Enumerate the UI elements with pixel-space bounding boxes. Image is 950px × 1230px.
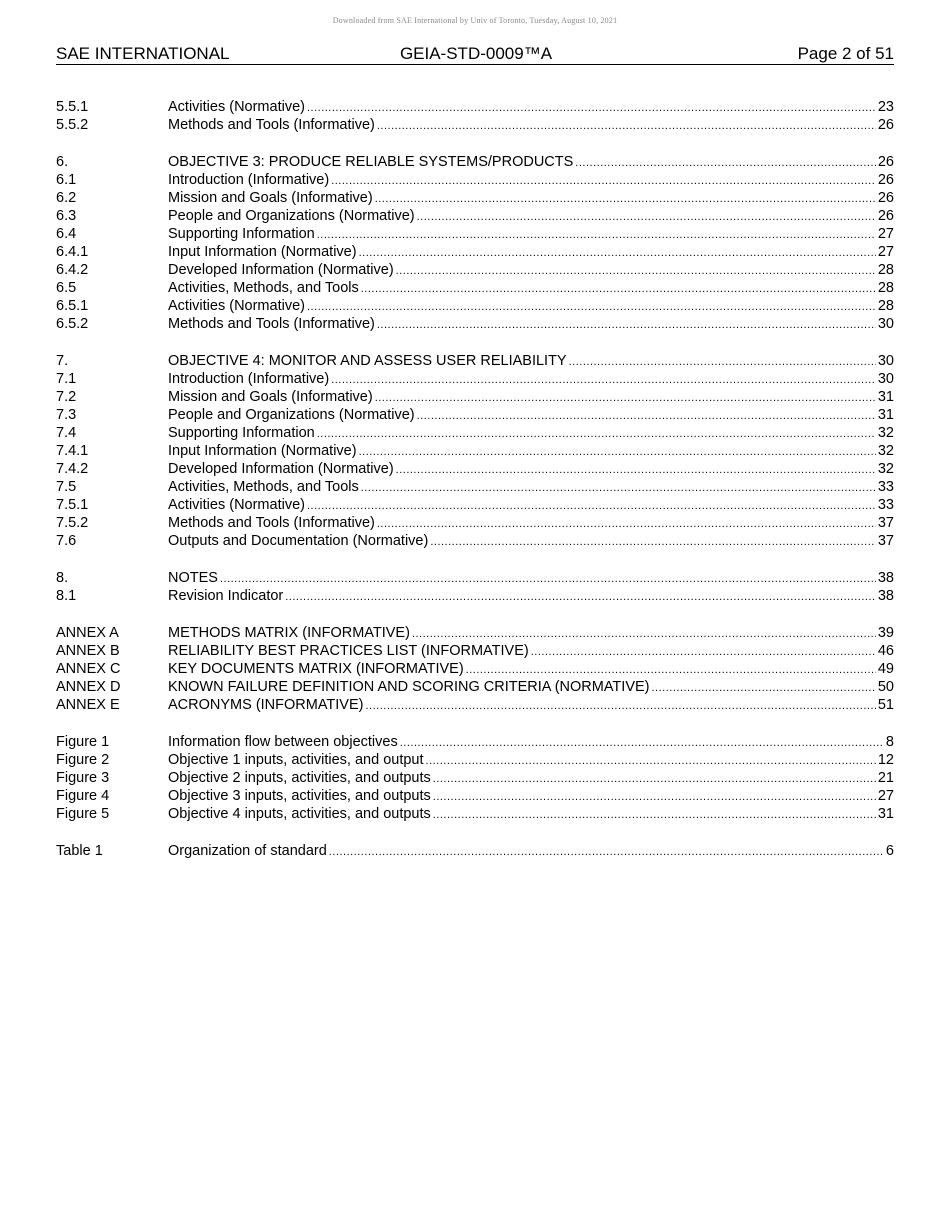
toc-group xyxy=(56,352,894,550)
toc-entry-title[interactable]: OBJECTIVE 3: PRODUCE RELIABLE SYSTEMS/PRODUCTS xyxy=(168,154,574,170)
toc-entry-page[interactable]: 32 xyxy=(877,461,894,477)
toc-entry-number: 8.1 xyxy=(56,588,77,604)
toc-entry-number: 6.4.2 xyxy=(56,262,89,278)
toc-entry[interactable] xyxy=(56,587,894,605)
toc-dot-leader xyxy=(329,843,884,861)
toc-entry-number: 6.4 xyxy=(56,226,77,242)
toc-entry[interactable] xyxy=(56,424,894,442)
toc-entry-number: 7.1 xyxy=(56,371,77,387)
toc-entry[interactable] xyxy=(56,624,894,642)
toc-dot-leader xyxy=(652,679,876,697)
toc-entry-page[interactable]: 27 xyxy=(877,226,894,242)
toc-entry-title[interactable]: Outputs and Documentation (Normative) xyxy=(168,533,429,549)
toc-entry[interactable] xyxy=(56,171,894,189)
toc-entry-page[interactable]: 46 xyxy=(877,643,894,659)
toc-entry-page[interactable]: 31 xyxy=(877,407,894,423)
toc-entry-title[interactable]: Information flow between objectives xyxy=(168,734,398,750)
toc-entry-number: ANNEX A xyxy=(56,625,119,641)
toc-dot-leader xyxy=(430,533,876,551)
toc-dot-leader xyxy=(412,625,876,643)
toc-entry-title[interactable]: Developed Information (Normative) xyxy=(168,262,394,278)
toc-entry-title[interactable]: Objective 3 inputs, activities, and outputs xyxy=(168,788,431,804)
toc-entry-page[interactable]: 12 xyxy=(877,752,894,768)
toc-entry-number: 7.5 xyxy=(56,479,77,495)
toc-group xyxy=(56,569,894,605)
toc-entry-page[interactable]: 27 xyxy=(877,244,894,260)
toc-entry-page[interactable]: 23 xyxy=(877,99,894,115)
toc-entry[interactable] xyxy=(56,189,894,207)
toc-entry-title[interactable]: Mission and Goals (Informative) xyxy=(168,190,373,206)
toc-entry-title[interactable]: Activities, Methods, and Tools xyxy=(168,479,359,495)
toc-entry-title[interactable]: Activities (Normative) xyxy=(168,298,305,314)
toc-group xyxy=(56,733,894,823)
toc-group xyxy=(56,842,894,860)
toc-dot-leader xyxy=(307,298,876,316)
toc-entry-number: Figure 2 xyxy=(56,752,110,768)
toc-dot-leader xyxy=(220,570,876,588)
toc-entry[interactable] xyxy=(56,261,894,279)
toc-entry-title[interactable]: ACRONYMS (INFORMATIVE) xyxy=(168,697,364,713)
toc-entry-number: 7.5.2 xyxy=(56,515,89,531)
toc-dot-leader xyxy=(466,661,876,679)
toc-entry-title[interactable]: Activities (Normative) xyxy=(168,99,305,115)
toc-dot-leader xyxy=(317,425,876,443)
toc-entry-page[interactable]: 30 xyxy=(877,353,894,369)
toc-entry-page[interactable]: 32 xyxy=(877,443,894,459)
toc-entry-title[interactable]: NOTES xyxy=(168,570,218,586)
toc-entry-title[interactable]: Objective 1 inputs, activities, and output xyxy=(168,752,424,768)
toc-entry-title[interactable]: Supporting Information xyxy=(168,226,315,242)
toc-entry-page[interactable]: 38 xyxy=(877,570,894,586)
toc-entry-title[interactable]: Methods and Tools (Informative) xyxy=(168,117,375,133)
toc-entry-page[interactable]: 33 xyxy=(877,479,894,495)
toc-entry-page[interactable]: 26 xyxy=(877,154,894,170)
header-document-id: GEIA-STD-0009™A xyxy=(399,44,553,63)
toc-entry-title[interactable]: Methods and Tools (Informative) xyxy=(168,515,375,531)
toc-entry-title[interactable]: KEY DOCUMENTS MATRIX (INFORMATIVE) xyxy=(168,661,464,677)
toc-entry-page[interactable]: 31 xyxy=(877,389,894,405)
toc-entry[interactable] xyxy=(56,116,894,134)
toc-entry-page[interactable]: 50 xyxy=(877,679,894,695)
toc-entry-page[interactable]: 28 xyxy=(877,280,894,296)
toc-entry-page[interactable]: 31 xyxy=(877,806,894,822)
toc-entry-title[interactable]: Input Information (Normative) xyxy=(168,443,357,459)
page-header xyxy=(56,44,894,65)
toc-entry-number: Figure 4 xyxy=(56,788,110,804)
toc-entry[interactable] xyxy=(56,225,894,243)
toc-dot-leader xyxy=(426,752,876,770)
toc-dot-leader xyxy=(375,389,876,407)
toc-entry[interactable] xyxy=(56,243,894,261)
toc-dot-leader xyxy=(377,515,876,533)
toc-dot-leader xyxy=(285,588,876,606)
toc-entry[interactable] xyxy=(56,678,894,696)
toc-entry-number: 7.2 xyxy=(56,389,77,405)
toc-dot-leader xyxy=(317,226,876,244)
toc-entry-number: Figure 5 xyxy=(56,806,110,822)
toc-dot-leader xyxy=(361,479,876,497)
toc-entry-title[interactable]: Objective 4 inputs, activities, and outputs xyxy=(168,806,431,822)
toc-entry[interactable] xyxy=(56,442,894,460)
toc-dot-leader xyxy=(575,154,876,172)
toc-entry-page[interactable]: 26 xyxy=(877,117,894,133)
toc-entry-title[interactable]: Introduction (Informative) xyxy=(168,172,330,188)
toc-entry[interactable] xyxy=(56,569,894,587)
toc-dot-leader xyxy=(569,353,876,371)
toc-entry-title[interactable]: RELIABILITY BEST PRACTICES LIST (INFORMATIVE) xyxy=(168,643,529,659)
toc-entry[interactable] xyxy=(56,514,894,532)
toc-dot-leader xyxy=(359,244,876,262)
toc-entry-number: 7.4.1 xyxy=(56,443,89,459)
toc-entry-number: 8. xyxy=(56,570,69,586)
toc-dot-leader xyxy=(377,117,876,135)
toc-entry-title[interactable]: Developed Information (Normative) xyxy=(168,461,394,477)
toc-entry-page[interactable]: 26 xyxy=(877,172,894,188)
toc-entry[interactable] xyxy=(56,805,894,823)
toc-dot-leader xyxy=(417,407,876,425)
toc-entry[interactable] xyxy=(56,496,894,514)
toc-entry-title[interactable]: People and Organizations (Normative) xyxy=(168,407,415,423)
toc-entry-number: 5.5.1 xyxy=(56,99,89,115)
toc-entry-page[interactable]: 21 xyxy=(877,770,894,786)
toc-entry[interactable] xyxy=(56,842,894,860)
table-of-contents xyxy=(56,98,894,879)
toc-dot-leader xyxy=(433,806,876,824)
toc-entry-title[interactable]: Input Information (Normative) xyxy=(168,244,357,260)
toc-entry-number: 7. xyxy=(56,353,69,369)
toc-entry[interactable] xyxy=(56,153,894,171)
toc-entry[interactable] xyxy=(56,660,894,678)
toc-entry-title[interactable]: People and Organizations (Normative) xyxy=(168,208,415,224)
toc-entry-number: 6. xyxy=(56,154,69,170)
toc-entry-title[interactable]: Activities (Normative) xyxy=(168,497,305,513)
toc-entry[interactable] xyxy=(56,478,894,496)
toc-dot-leader xyxy=(375,190,876,208)
toc-entry-page[interactable]: 37 xyxy=(877,533,894,549)
toc-entry-page[interactable]: 51 xyxy=(877,697,894,713)
toc-entry-page[interactable]: 8 xyxy=(885,734,894,750)
toc-entry-number: 7.4 xyxy=(56,425,77,441)
toc-entry-number: ANNEX B xyxy=(56,643,120,659)
toc-entry-title[interactable]: Activities, Methods, and Tools xyxy=(168,280,359,296)
toc-entry-number: 7.6 xyxy=(56,533,77,549)
toc-dot-leader xyxy=(396,461,876,479)
toc-entry-title[interactable]: Methods and Tools (Informative) xyxy=(168,316,375,332)
toc-entry-title[interactable]: Objective 2 inputs, activities, and outputs xyxy=(168,770,431,786)
toc-entry-number: ANNEX C xyxy=(56,661,121,677)
toc-entry[interactable] xyxy=(56,370,894,388)
download-watermark: Downloaded from SAE International by Univ of Toronto, Tuesday, August 10, 2021 xyxy=(332,16,618,25)
toc-entry[interactable] xyxy=(56,279,894,297)
toc-entry-number: Figure 3 xyxy=(56,770,110,786)
toc-group xyxy=(56,98,894,134)
toc-entry[interactable] xyxy=(56,98,894,116)
toc-entry-number: 6.2 xyxy=(56,190,77,206)
toc-entry-number: 6.1 xyxy=(56,172,77,188)
toc-entry-page[interactable]: 33 xyxy=(877,497,894,513)
toc-entry-page[interactable]: 28 xyxy=(877,298,894,314)
toc-dot-leader xyxy=(365,697,875,715)
toc-entry-page[interactable]: 32 xyxy=(877,425,894,441)
toc-entry-number: 6.5.2 xyxy=(56,316,89,332)
toc-entry[interactable] xyxy=(56,751,894,769)
toc-entry[interactable] xyxy=(56,207,894,225)
toc-dot-leader xyxy=(377,316,876,334)
toc-entry[interactable] xyxy=(56,460,894,478)
toc-entry[interactable] xyxy=(56,297,894,315)
toc-entry-page[interactable]: 28 xyxy=(877,262,894,278)
toc-entry-number: 6.4.1 xyxy=(56,244,89,260)
toc-dot-leader xyxy=(417,208,876,226)
toc-entry-number: ANNEX E xyxy=(56,697,120,713)
toc-dot-leader xyxy=(531,643,876,661)
toc-dot-leader xyxy=(396,262,876,280)
toc-entry[interactable] xyxy=(56,642,894,660)
toc-entry-number: 5.5.2 xyxy=(56,117,89,133)
toc-entry-number: 7.4.2 xyxy=(56,461,89,477)
toc-entry[interactable] xyxy=(56,388,894,406)
toc-dot-leader xyxy=(359,443,876,461)
toc-dot-leader xyxy=(331,371,876,389)
toc-dot-leader xyxy=(331,172,876,190)
toc-dot-leader xyxy=(307,497,876,515)
toc-entry-page[interactable]: 37 xyxy=(877,515,894,531)
toc-dot-leader xyxy=(433,770,876,788)
toc-entry-page[interactable]: 49 xyxy=(877,661,894,677)
toc-entry-title[interactable]: METHODS MATRIX (INFORMATIVE) xyxy=(168,625,410,641)
toc-entry-title[interactable]: Introduction (Informative) xyxy=(168,371,330,387)
toc-entry[interactable] xyxy=(56,787,894,805)
header-organization: SAE INTERNATIONAL xyxy=(56,44,230,63)
toc-entry-page[interactable]: 30 xyxy=(877,371,894,387)
toc-entry-page[interactable]: 30 xyxy=(877,316,894,332)
toc-entry-number: 6.5.1 xyxy=(56,298,89,314)
toc-entry-number: 7.5.1 xyxy=(56,497,89,513)
toc-entry-title[interactable]: KNOWN FAILURE DEFINITION AND SCORING CRITERIA (NORMATIVE) xyxy=(168,679,650,695)
toc-entry-number: Figure 1 xyxy=(56,734,110,750)
toc-entry[interactable] xyxy=(56,315,894,333)
toc-entry[interactable] xyxy=(56,769,894,787)
toc-dot-leader xyxy=(307,99,876,117)
toc-entry-number: 6.5 xyxy=(56,280,77,296)
toc-group xyxy=(56,624,894,714)
toc-entry-page[interactable]: 38 xyxy=(877,588,894,604)
toc-entry-number: ANNEX D xyxy=(56,679,121,695)
toc-entry[interactable] xyxy=(56,696,894,714)
toc-dot-leader xyxy=(361,280,876,298)
toc-entry-page[interactable]: 26 xyxy=(877,208,894,224)
toc-group xyxy=(56,153,894,333)
toc-dot-leader xyxy=(400,734,884,752)
toc-entry-number: 6.3 xyxy=(56,208,77,224)
toc-entry-page[interactable]: 26 xyxy=(877,190,894,206)
toc-entry-title[interactable]: Supporting Information xyxy=(168,425,315,441)
toc-dot-leader xyxy=(433,788,876,806)
toc-entry-title[interactable]: Revision Indicator xyxy=(168,588,284,604)
toc-entry[interactable] xyxy=(56,733,894,751)
toc-entry-number: 7.3 xyxy=(56,407,77,423)
toc-entry-title[interactable]: OBJECTIVE 4: MONITOR AND ASSESS USER RELIABILITY xyxy=(168,353,567,369)
toc-entry[interactable] xyxy=(56,352,894,370)
toc-entry-title[interactable]: Organization of standard xyxy=(168,843,327,859)
toc-entry-number: Table 1 xyxy=(56,843,103,859)
toc-entry-title[interactable]: Mission and Goals (Informative) xyxy=(168,389,373,405)
toc-entry-page[interactable]: 27 xyxy=(877,788,894,804)
toc-entry-page[interactable]: 39 xyxy=(877,625,894,641)
toc-entry[interactable] xyxy=(56,406,894,424)
header-page-number: Page 2 of 51 xyxy=(797,44,894,63)
toc-entry-page[interactable]: 6 xyxy=(885,843,894,859)
toc-entry[interactable] xyxy=(56,532,894,550)
